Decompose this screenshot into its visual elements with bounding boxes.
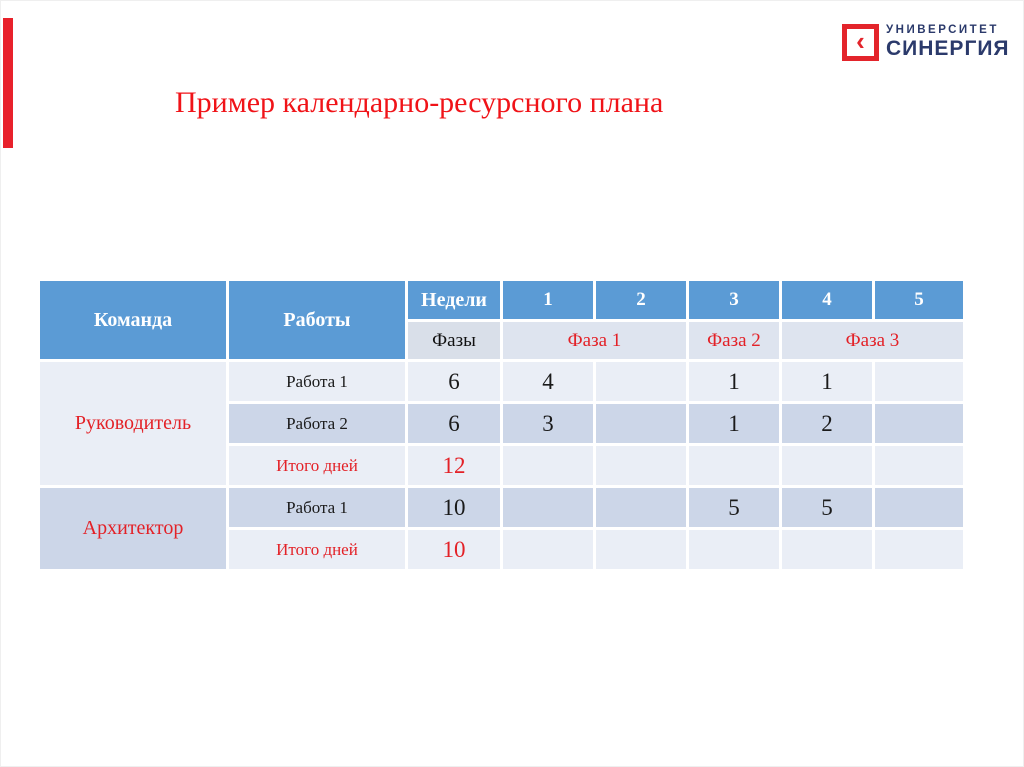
week-cell (503, 488, 593, 527)
week-cell: 1 (782, 362, 872, 401)
chevron-left-icon: ‹ (842, 24, 879, 61)
logo (842, 24, 1010, 61)
col-header-weeks: Недели (408, 281, 500, 319)
week-cell (689, 446, 779, 485)
table-row (40, 362, 963, 401)
week-cell: 1 (689, 404, 779, 443)
week-cell: 5 (782, 488, 872, 527)
week-cell (596, 362, 686, 401)
total-label-cell: Итого дней (229, 446, 405, 485)
col-header-week-5: 5 (875, 281, 963, 319)
week-cell (782, 446, 872, 485)
total-label-cell: Итого дней (229, 530, 405, 569)
week-cell (875, 404, 963, 443)
week-cell (875, 446, 963, 485)
table-row (40, 488, 963, 527)
week-cell: 5 (689, 488, 779, 527)
logo-text (886, 24, 1010, 61)
week-cell (596, 404, 686, 443)
work-cell: Работа 2 (229, 404, 405, 443)
resource-plan-table (37, 278, 966, 572)
week-cell (875, 362, 963, 401)
week-cell: 2 (782, 404, 872, 443)
total-cell: 10 (408, 530, 500, 569)
week-cell: 1 (689, 362, 779, 401)
week-cell (596, 530, 686, 569)
total-cell: 6 (408, 362, 500, 401)
col-header-week-1: 1 (503, 281, 593, 319)
logo-text-synergy: СИНЕРГИЯ (886, 37, 1010, 60)
accent-bar (3, 18, 13, 148)
phase-1-cell: Фаза 1 (503, 322, 686, 359)
week-cell (596, 446, 686, 485)
phases-label-cell: Фазы (408, 322, 500, 359)
team-cell: Руководитель (40, 362, 226, 485)
col-header-works: Работы (229, 281, 405, 359)
week-cell (503, 530, 593, 569)
work-cell: Работа 1 (229, 488, 405, 527)
week-cell (596, 488, 686, 527)
slide-title: Пример календарно-ресурсного плана (175, 86, 664, 119)
work-cell: Работа 1 (229, 362, 405, 401)
table-header-row-weeks (40, 281, 963, 319)
week-cell (875, 530, 963, 569)
col-header-team: Команда (40, 281, 226, 359)
total-cell: 10 (408, 488, 500, 527)
total-cell: 6 (408, 404, 500, 443)
week-cell (875, 488, 963, 527)
col-header-week-2: 2 (596, 281, 686, 319)
col-header-week-4: 4 (782, 281, 872, 319)
week-cell (689, 530, 779, 569)
week-cell (782, 530, 872, 569)
week-cell (503, 446, 593, 485)
week-cell: 4 (503, 362, 593, 401)
phase-2-cell: Фаза 2 (689, 322, 779, 359)
phase-3-cell: Фаза 3 (782, 322, 963, 359)
total-cell: 12 (408, 446, 500, 485)
col-header-week-3: 3 (689, 281, 779, 319)
week-cell: 3 (503, 404, 593, 443)
team-cell: Архитектор (40, 488, 226, 569)
logo-text-university: УНИВЕРСИТЕТ (886, 24, 999, 36)
